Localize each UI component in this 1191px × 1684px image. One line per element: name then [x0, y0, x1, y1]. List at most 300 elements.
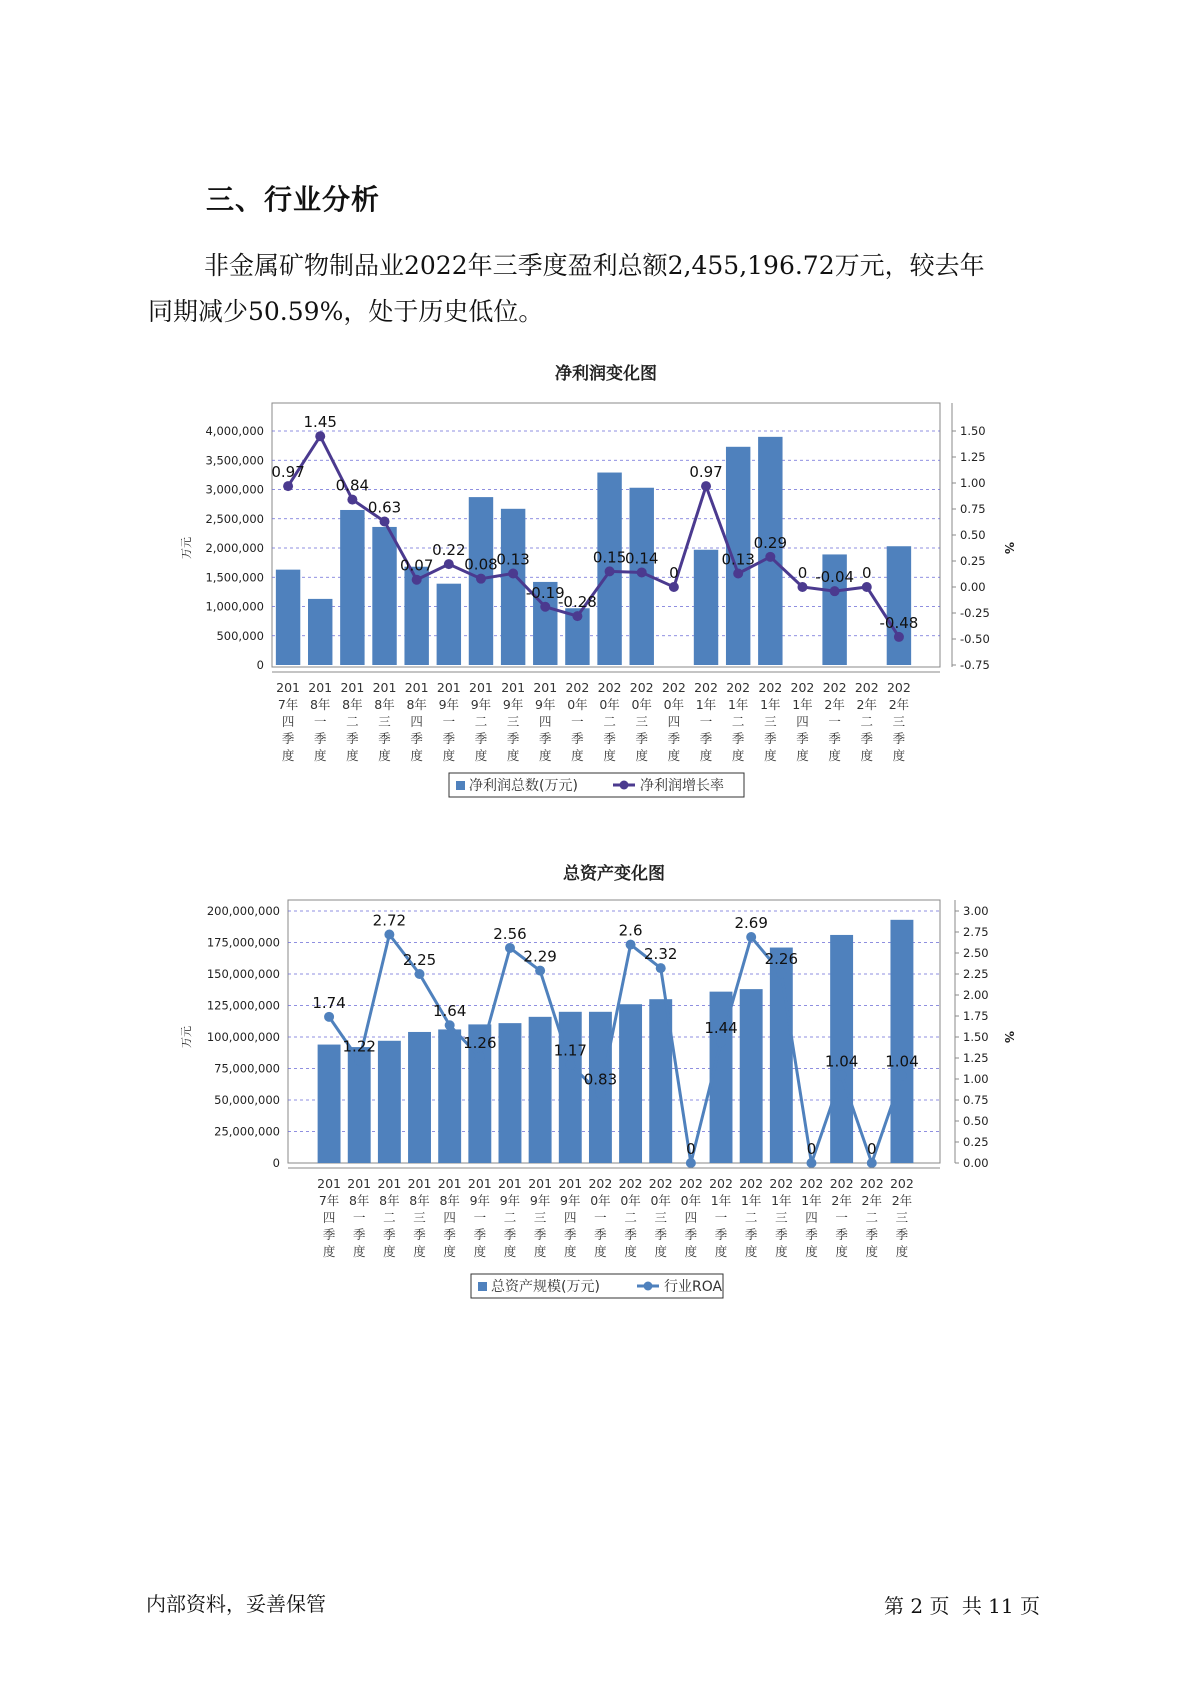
x-tick-label: 四	[684, 1210, 698, 1225]
x-tick-label: 1年	[727, 697, 749, 712]
x-tick-label: 季	[731, 731, 745, 746]
x-tick-label: 201	[469, 680, 493, 695]
x-tick-label: 201	[377, 1176, 402, 1191]
x-tick-label: 8年	[374, 697, 395, 712]
x-tick-label: 季	[281, 731, 295, 746]
x-tick-label: 季	[503, 1227, 517, 1242]
x-tick-label: 季	[410, 731, 423, 746]
x-tick-label: 202	[661, 680, 686, 695]
x-tick-label: 度	[635, 748, 648, 763]
x-tick-label: 度	[443, 1244, 456, 1259]
bar	[501, 509, 525, 665]
bar	[619, 1004, 642, 1163]
x-tick-label: 季	[322, 1227, 336, 1242]
x-tick-label: 度	[805, 1244, 818, 1259]
line-point	[656, 963, 666, 973]
x-tick-label: 季	[603, 731, 616, 746]
data-label: 1.45	[303, 413, 337, 432]
y-right-tick-label: 0.75	[963, 1093, 989, 1107]
y-left-tick-label: 500,000	[216, 628, 264, 643]
bar	[694, 550, 718, 665]
x-tick-label: 二	[624, 1210, 637, 1225]
x-tick-label: 9年	[438, 697, 460, 712]
line-point	[637, 567, 647, 577]
y-left-tick-label: 0	[272, 1156, 280, 1170]
x-tick-label: 度	[624, 1244, 637, 1259]
x-tick-label: 度	[764, 748, 777, 763]
x-tick-label: 季	[744, 1227, 758, 1242]
x-tick-label: 1年	[792, 697, 813, 712]
x-tick-label: 二	[603, 714, 616, 729]
x-tick-label: 度	[775, 1244, 788, 1259]
y-right-tick-label: 1.50	[963, 1030, 989, 1044]
x-tick-label: 202	[790, 680, 815, 695]
x-tick-label: 季	[442, 731, 456, 746]
x-tick-label: 二	[503, 1210, 517, 1225]
x-tick-label: 202	[588, 1176, 613, 1191]
footer-confidential: 内部资料，妥善保管	[146, 1592, 326, 1616]
x-tick-label: 季	[474, 731, 488, 746]
x-tick-label: 一	[571, 714, 584, 729]
x-tick-label: 201	[498, 1176, 522, 1191]
x-tick-label: 一	[473, 1210, 487, 1225]
x-tick-label: 三	[506, 714, 520, 729]
x-tick-label: 四	[805, 1210, 818, 1225]
x-tick-label: 0年	[620, 1193, 641, 1208]
x-tick-label: 201	[558, 1176, 583, 1191]
line-point	[862, 582, 872, 592]
data-label: 0.84	[335, 476, 370, 495]
y-left-tick-label: 0	[256, 658, 264, 672]
y-right-tick-label: 0.00	[963, 1156, 989, 1170]
x-tick-label: 季	[594, 1227, 607, 1242]
data-label: 2.26	[764, 950, 799, 969]
x-tick-label: 季	[699, 731, 713, 746]
data-label: 1.64	[432, 1002, 467, 1021]
x-tick-label: 度	[410, 748, 423, 763]
y-left-axis-title: 万元	[180, 537, 193, 559]
bar	[318, 1045, 341, 1163]
line-point	[315, 431, 325, 441]
x-tick-label: 一	[442, 714, 456, 729]
x-tick-label: 201	[407, 1176, 432, 1191]
x-tick-label: 202	[678, 1176, 703, 1191]
x-tick-label: 季	[835, 1227, 848, 1242]
y-left-tick-label: 50,000,000	[214, 1093, 280, 1107]
x-tick-label: 2年	[888, 697, 910, 712]
x-tick-label: 7年	[318, 1193, 340, 1208]
y-right-tick-label: 2.75	[963, 925, 989, 939]
x-tick-label: 季	[473, 1227, 487, 1242]
x-tick-label: 度	[539, 748, 552, 763]
data-label: 0	[867, 1140, 877, 1158]
x-tick-label: 二	[744, 1210, 758, 1225]
data-label: 1.17	[553, 1041, 587, 1060]
x-tick-label: 202	[886, 680, 911, 695]
legend-bar-label: 总资产规模(万元)	[491, 1279, 600, 1295]
x-tick-label: 季	[443, 1227, 456, 1242]
x-tick-label: 四	[564, 1210, 577, 1225]
line-point	[445, 1020, 455, 1030]
y-left-tick-label: 3,000,000	[205, 482, 264, 497]
x-tick-label: 9年	[529, 1193, 551, 1208]
x-tick-label: 季	[413, 1227, 426, 1242]
x-tick-label: 202	[597, 680, 622, 695]
line-point	[572, 611, 582, 621]
x-tick-label: 1年	[771, 1193, 792, 1208]
x-tick-label: 季	[714, 1227, 728, 1242]
x-tick-label: 二	[731, 714, 745, 729]
x-tick-label: 一	[714, 1210, 728, 1225]
y-left-tick-label: 1,500,000	[205, 570, 264, 585]
x-tick-label: 度	[281, 748, 295, 763]
x-tick-label: 9年	[470, 697, 492, 712]
section-heading: 三、行业分析	[206, 183, 381, 216]
x-tick-label: 季	[564, 1227, 577, 1242]
y-left-tick-label: 200,000,000	[206, 904, 280, 918]
data-label: 2.69	[734, 914, 768, 933]
y-left-tick-label: 3,500,000	[205, 453, 264, 468]
y-right-tick-label: -0.50	[960, 632, 990, 646]
x-tick-label: 2年	[831, 1193, 852, 1208]
x-tick-label: 季	[346, 731, 359, 746]
x-tick-label: 四	[539, 714, 552, 729]
x-tick-label: 201	[501, 680, 526, 695]
line-point	[701, 481, 711, 491]
line-point	[605, 566, 615, 576]
data-label: 2.6	[618, 921, 643, 940]
data-label: 2.25	[402, 951, 437, 969]
y-left-tick-label: 175,000,000	[206, 935, 280, 950]
x-tick-label: 季	[635, 731, 648, 746]
x-tick-label: 202	[694, 680, 718, 695]
x-tick-label: 度	[603, 748, 616, 763]
x-tick-label: 度	[594, 1244, 607, 1259]
x-tick-label: 一	[313, 714, 327, 729]
x-tick-label: 度	[313, 748, 327, 763]
x-tick-label: 一	[594, 1210, 607, 1225]
x-tick-label: 1年	[740, 1193, 762, 1208]
data-label: 0	[686, 1140, 696, 1158]
y-right-tick-label: 0.00	[960, 580, 986, 594]
x-tick-label: 度	[699, 748, 713, 763]
bar	[438, 1029, 461, 1163]
x-tick-label: 四	[410, 714, 423, 729]
x-tick-label: 一	[835, 1210, 848, 1225]
summary-line-1: 非金属矿物制品业2022年三季度盈利总额2,455,196.72万元，较去年	[204, 251, 985, 280]
net-profit-chart	[0, 350, 1191, 820]
x-tick-label: 度	[892, 748, 906, 763]
x-tick-label: 202	[629, 680, 654, 695]
x-tick-label: 四	[322, 1210, 336, 1225]
x-tick-label: 度	[667, 748, 681, 763]
x-tick-label: 度	[895, 1244, 909, 1259]
x-tick-label: 202	[739, 1176, 764, 1191]
net-profit-chart-svg	[0, 350, 1191, 820]
line-point	[283, 481, 293, 491]
y-right-tick-label: 1.50	[960, 424, 986, 438]
line-point	[384, 930, 394, 940]
x-tick-label: 202	[618, 1176, 643, 1191]
x-tick-label: 季	[352, 1227, 366, 1242]
x-tick-label: 1年	[695, 697, 717, 712]
line-point	[508, 568, 518, 578]
footer-total-pages: 共 11 页	[961, 1594, 1040, 1618]
line-point	[830, 586, 840, 596]
x-tick-label: 2年	[856, 697, 878, 712]
line-point	[837, 1071, 847, 1081]
x-tick-label: 201	[467, 1176, 492, 1191]
x-tick-label: 度	[865, 1244, 879, 1259]
y-right-tick-label: 0.25	[960, 554, 986, 568]
y-right-tick-label: 0.25	[963, 1135, 989, 1149]
x-tick-label: 季	[892, 731, 906, 746]
x-tick-label: 季	[805, 1227, 818, 1242]
line-point	[595, 1088, 605, 1098]
x-tick-label: 度	[352, 1244, 366, 1259]
data-label: 0.13	[496, 550, 530, 569]
line-point	[806, 1158, 816, 1168]
x-tick-label: 202	[709, 1176, 733, 1191]
legend-line-marker	[620, 781, 629, 790]
legend-bar-swatch	[456, 781, 465, 790]
line-point	[354, 1056, 364, 1066]
x-tick-label: 三	[892, 714, 906, 729]
line-point	[867, 1158, 877, 1168]
line-point	[746, 932, 756, 942]
y-right-tick-label: 3.00	[963, 904, 989, 918]
x-tick-label: 度	[503, 1244, 517, 1259]
x-tick-label: 三	[533, 1210, 547, 1225]
line-point	[347, 495, 357, 505]
bar	[559, 1012, 582, 1163]
y-right-tick-label: 1.25	[963, 1051, 989, 1065]
x-tick-label: 四	[281, 714, 295, 729]
x-tick-label: 三	[378, 714, 391, 729]
line-point	[733, 568, 743, 578]
x-tick-label: 度	[860, 748, 874, 763]
data-label: 2.29	[523, 947, 557, 966]
x-tick-label: 1年	[760, 697, 781, 712]
x-tick-label: 201	[317, 1176, 342, 1191]
y-left-tick-label: 2,500,000	[205, 511, 264, 526]
x-tick-label: 度	[835, 1244, 848, 1259]
y-left-tick-label: 100,000,000	[206, 1030, 280, 1044]
legend-bar-label: 净利润总数(万元)	[469, 778, 578, 794]
line-point	[897, 1071, 907, 1081]
x-tick-label: 2年	[861, 1193, 883, 1208]
x-tick-label: 9年	[502, 697, 524, 712]
x-tick-label: 9年	[499, 1193, 521, 1208]
x-tick-label: 202	[726, 680, 751, 695]
x-tick-label: 度	[473, 1244, 487, 1259]
x-tick-label: 9年	[560, 1193, 581, 1208]
x-tick-label: 201	[372, 680, 397, 695]
y-left-tick-label: 1,000,000	[205, 599, 264, 614]
x-tick-label: 8年	[309, 697, 331, 712]
x-tick-label: 201	[340, 680, 365, 695]
line-point	[415, 969, 425, 979]
data-label: 0.13	[721, 550, 755, 569]
data-label: 0	[797, 564, 808, 582]
x-tick-label: 季	[895, 1227, 909, 1242]
data-label: 0	[806, 1140, 817, 1158]
x-tick-label: 二	[474, 714, 488, 729]
line-point	[776, 968, 786, 978]
x-tick-label: 度	[378, 748, 391, 763]
chart-title: 净利润变化图	[555, 364, 657, 384]
x-tick-label: 度	[383, 1244, 396, 1259]
x-tick-label: 7年	[277, 697, 299, 712]
x-tick-label: 0年	[590, 1193, 611, 1208]
x-tick-label: 度	[322, 1244, 336, 1259]
y-right-axis-title: %	[1002, 541, 1016, 555]
x-tick-label: 1年	[801, 1193, 822, 1208]
x-tick-label: 2年	[891, 1193, 913, 1208]
x-tick-label: 季	[865, 1227, 879, 1242]
bar	[740, 989, 763, 1163]
x-tick-label: 0年	[650, 1193, 671, 1208]
x-tick-label: 202	[829, 1176, 854, 1191]
x-tick-label: 0年	[680, 1193, 702, 1208]
bar	[408, 1032, 431, 1163]
x-tick-label: 三	[775, 1210, 788, 1225]
x-tick-label: 季	[506, 731, 520, 746]
x-tick-label: 季	[383, 1227, 396, 1242]
data-label: 0.83	[583, 1070, 618, 1089]
y-left-tick-label: 75,000,000	[214, 1061, 280, 1076]
x-tick-label: 9年	[469, 1193, 491, 1208]
summary-paragraph	[148, 243, 1048, 335]
x-tick-label: 一	[828, 714, 841, 729]
y-right-tick-label: 1.00	[960, 476, 986, 490]
x-tick-label: 9年	[535, 697, 556, 712]
x-tick-label: 四	[443, 1210, 456, 1225]
y-right-tick-label: -0.25	[960, 606, 990, 620]
x-tick-label: 201	[276, 680, 301, 695]
data-label: 0	[862, 564, 872, 582]
x-tick-label: 8年	[439, 1193, 460, 1208]
x-tick-label: 季	[313, 731, 327, 746]
bar	[437, 584, 461, 665]
data-label: -0.19	[525, 583, 565, 602]
y-left-tick-label: 25,000,000	[214, 1124, 280, 1139]
data-label: 0.14	[625, 549, 659, 568]
x-tick-label: 度	[442, 748, 456, 763]
x-tick-label: 度	[533, 1244, 547, 1259]
line-point	[565, 1060, 575, 1070]
data-label: 0.97	[689, 463, 723, 482]
chart-title: 总资产变化图	[563, 864, 665, 884]
data-label: 1.04	[885, 1052, 919, 1071]
data-label: 0.97	[271, 463, 305, 482]
footer-page-number: 第 2 页	[884, 1594, 950, 1618]
legend-line-marker	[644, 1282, 653, 1291]
x-tick-label: 季	[533, 1227, 547, 1242]
y-right-tick-label: -0.75	[960, 658, 990, 672]
y-right-tick-label: 1.00	[963, 1072, 989, 1086]
x-tick-label: 0年	[599, 697, 620, 712]
line-point	[444, 559, 454, 569]
x-tick-label: 201	[533, 680, 558, 695]
data-label: 1.04	[824, 1052, 859, 1071]
x-tick-label: 8年	[348, 1193, 370, 1208]
bar	[308, 599, 332, 665]
data-label: 2.72	[372, 911, 407, 930]
x-tick-label: 三	[635, 714, 648, 729]
line-point	[797, 582, 807, 592]
x-tick-label: 202	[565, 680, 590, 695]
x-tick-label: 季	[667, 731, 681, 746]
line-point	[626, 940, 636, 950]
data-label: -0.04	[815, 568, 855, 587]
bar	[378, 1041, 401, 1163]
y-right-tick-label: 0.50	[960, 528, 986, 542]
x-tick-label: 201	[436, 680, 461, 695]
line-point	[765, 552, 775, 562]
bar	[372, 527, 396, 665]
x-tick-label: 度	[654, 1244, 667, 1259]
x-tick-label: 度	[744, 1244, 758, 1259]
x-tick-label: 202	[889, 1176, 914, 1191]
x-tick-label: 202	[799, 1176, 824, 1191]
line-point	[505, 943, 515, 953]
y-right-tick-label: 2.25	[963, 967, 989, 981]
x-tick-label: 202	[822, 680, 847, 695]
x-tick-label: 8年	[409, 1193, 430, 1208]
x-tick-label: 8年	[406, 697, 427, 712]
y-left-tick-label: 2,000,000	[205, 541, 264, 555]
line-point	[894, 632, 904, 642]
data-label: 0.15	[592, 548, 627, 567]
line-point	[476, 574, 486, 584]
data-label: 0	[669, 564, 679, 582]
x-tick-label: 度	[571, 748, 584, 763]
x-tick-label: 度	[828, 748, 841, 763]
x-tick-label: 季	[775, 1227, 788, 1242]
x-tick-label: 季	[764, 731, 777, 746]
x-tick-label: 201	[308, 680, 333, 695]
x-tick-label: 度	[684, 1244, 698, 1259]
x-tick-label: 202	[769, 1176, 794, 1191]
y-right-axis-title: %	[1002, 1030, 1016, 1044]
data-label: 0.22	[432, 541, 466, 560]
x-tick-label: 201	[404, 680, 429, 695]
x-tick-label: 0年	[631, 697, 652, 712]
y-left-axis-title: 万元	[180, 1026, 193, 1048]
summary-line-2: 同期减少50.59%，处于历史低位。	[148, 297, 544, 326]
x-tick-label: 四	[667, 714, 681, 729]
line-point	[669, 582, 679, 592]
y-left-tick-label: 4,000,000	[205, 424, 264, 438]
data-label: -0.48	[879, 613, 919, 632]
y-right-tick-label: 2.00	[963, 988, 989, 1002]
data-label: 0.63	[367, 498, 402, 517]
x-tick-label: 二	[860, 714, 874, 729]
x-tick-label: 季	[539, 731, 552, 746]
y-left-tick-label: 150,000,000	[206, 967, 280, 981]
x-tick-label: 季	[624, 1227, 637, 1242]
y-right-tick-label: 1.25	[960, 450, 986, 464]
x-tick-label: 季	[684, 1227, 698, 1242]
legend-bar-swatch	[478, 1282, 487, 1291]
footer-page-info	[884, 1590, 1046, 1619]
legend-line-label: 行业ROA	[664, 1279, 723, 1295]
x-tick-label: 度	[564, 1244, 577, 1259]
x-tick-label: 一	[352, 1210, 366, 1225]
x-tick-label: 202	[758, 680, 783, 695]
y-right-tick-label: 0.75	[960, 502, 986, 516]
